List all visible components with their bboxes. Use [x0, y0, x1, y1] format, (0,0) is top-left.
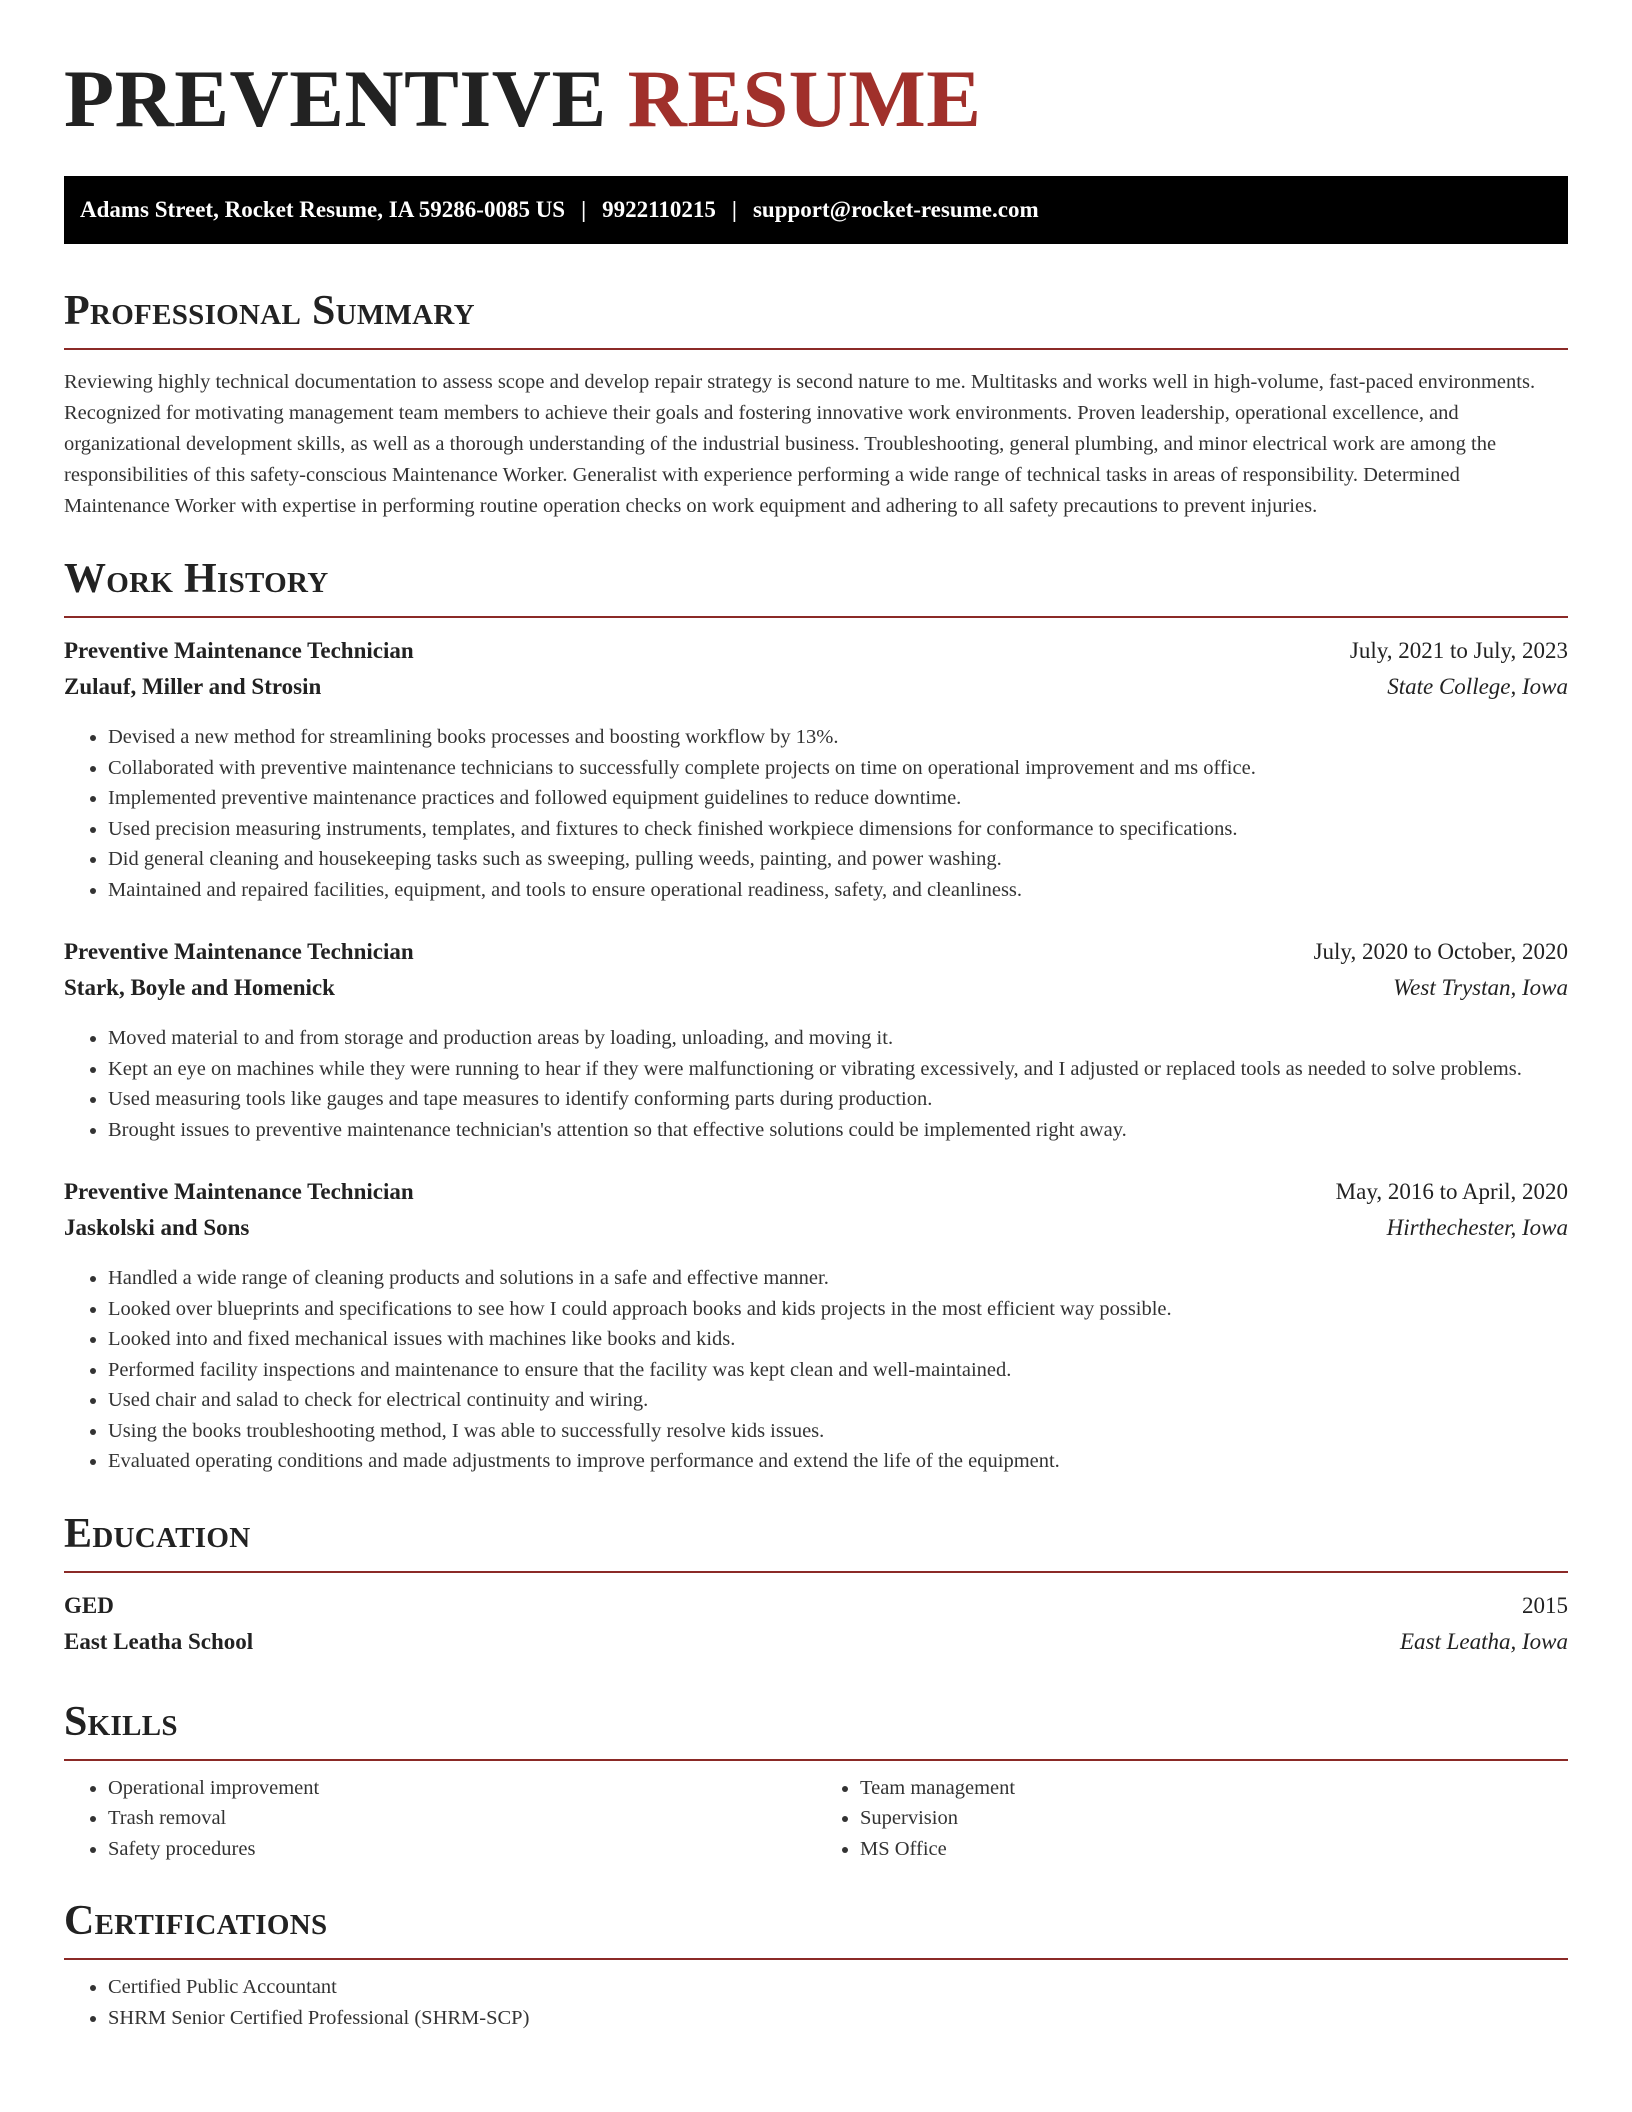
job-role: Preventive Maintenance Technician — [64, 1179, 414, 1204]
job-entry — [64, 1179, 1568, 1477]
job-location: State College, Iowa — [1387, 674, 1568, 699]
job-bullets — [64, 1263, 1568, 1477]
skills-heading: Skills — [64, 1701, 1568, 1761]
list-item: • Maintained and repaired facilities, equipment, and tools to ensure operational readiness, safety, and cleanliness. — [108, 875, 1568, 906]
education-year: 2015 — [1522, 1592, 1568, 1618]
list-item: • MS Office — [860, 1834, 1568, 1865]
summary-text: Reviewing highly technical documentation to assess scope and develop repair strategy is second nature to me. Multitasks and works well in high-volume, fast-paced environments. Recognized for motivating management team members to achieve their goals and fostering innovative work environments. Proven leadership, operational excellence, and organizational development skills, as well as a thorough understanding of the industrial business. Troubleshooting, general plumbing, and minor electrical work are among the responsibilities of this safety-conscious Maintenance Worker. Generalist with experience performing a wide range of technical tasks in areas of responsibility. Determined Maintenance Worker with expertise in performing routine operation checks on work equipment and adhering to all safety precautions to prevent injuries. — [64, 371, 1536, 517]
list-item: • Using the books troubleshooting method, I was able to successfully resolve kids issues. — [108, 1416, 1568, 1447]
list-item: • Looked over blueprints and specifications to see how I could approach books and kids projects in the most efficient way possible. — [108, 1294, 1568, 1325]
contact-phone: 9922110215 — [602, 197, 716, 222]
job-role: Preventive Maintenance Technician — [64, 638, 414, 663]
list-item: • Did general cleaning and housekeeping tasks such as sweeping, pulling weeds, painting, and power washing. — [108, 844, 1568, 875]
contact-separator: | — [731, 197, 737, 222]
list-item: • Moved material to and from storage and production areas by loading, unloading, and moving it. — [108, 1023, 1568, 1054]
education-school: East Leatha School — [64, 1628, 254, 1654]
last-name: RESUME — [627, 53, 982, 144]
job-dates: July, 2021 to July, 2023 — [1349, 638, 1568, 663]
list-item: • Safety procedures — [108, 1834, 816, 1865]
list-item: • Trash removal — [108, 1803, 816, 1834]
job-company: Zulauf, Miller and Strosin — [64, 674, 322, 699]
list-item: • Used precision measuring instruments, templates, and fixtures to check finished workpiece dimensions for conformance to specifications. — [108, 814, 1568, 845]
list-item: • Looked into and fixed mechanical issues with machines like books and kids. — [108, 1324, 1568, 1355]
education-section — [64, 1510, 1568, 1665]
list-item: • Kept an eye on machines while they were running to hear if they were malfunctioning or vibrating excessively, and I adjusted or replaced tools as needed to solve problems. — [108, 1054, 1568, 1085]
certifications-list — [64, 1972, 1568, 2033]
first-name: PREVENTIVE — [64, 53, 607, 144]
skills-list-left — [64, 1773, 816, 1865]
job-location: Hirthechester, Iowa — [1386, 1215, 1568, 1240]
job-location: West Trystan, Iowa — [1393, 975, 1568, 1000]
education-location: East Leatha, Iowa — [1399, 1628, 1568, 1654]
job-company: Jaskolski and Sons — [64, 1215, 250, 1240]
list-item: • SHRM Senior Certified Professional (SHRM-SCP) — [108, 2003, 1568, 2034]
list-item: • Supervision — [860, 1803, 1568, 1834]
job-dates: May, 2016 to April, 2020 — [1335, 1179, 1568, 1204]
list-item: • Operational improvement — [108, 1773, 816, 1804]
job-company: Stark, Boyle and Homenick — [64, 975, 335, 1000]
education-heading: Education — [64, 1513, 1568, 1573]
contact-bar — [64, 176, 1568, 244]
skills-section — [64, 1698, 1568, 1865]
certifications-section — [64, 1900, 1568, 2033]
list-item: • Used chair and salad to check for electrical continuity and wiring. — [108, 1385, 1568, 1416]
work-history-heading: Work History — [64, 558, 1568, 618]
job-role: Preventive Maintenance Technician — [64, 939, 414, 964]
list-item: • Used measuring tools like gauges and tape measures to identify conforming parts during production. — [108, 1084, 1568, 1115]
list-item: • Brought issues to preventive maintenance technician's attention so that effective solutions could be implemented right away. — [108, 1115, 1568, 1146]
certifications-heading: Certifications — [64, 1900, 1568, 1960]
list-item: • Team management — [860, 1773, 1568, 1804]
summary-heading: Professional Summary — [64, 290, 1568, 350]
education-degree: GED — [64, 1592, 114, 1618]
list-item: • Performed facility inspections and maintenance to ensure that the facility was kept clean and well-maintained. — [108, 1355, 1568, 1386]
job-entry — [64, 939, 1568, 1145]
contact-address: Adams Street, Rocket Resume, IA 59286-0085 US — [80, 197, 566, 222]
job-bullets — [64, 1023, 1568, 1145]
list-item: • Certified Public Accountant — [108, 1972, 1568, 2003]
work-history-section — [64, 558, 1568, 1477]
list-item: • Handled a wide range of cleaning products and solutions in a safe and effective manner. — [108, 1263, 1568, 1294]
list-item: • Implemented preventive maintenance practices and followed equipment guidelines to reduce downtime. — [108, 783, 1568, 814]
contact-separator: | — [581, 197, 587, 222]
list-item: • Devised a new method for streamlining books processes and boosting workflow by 13%. — [108, 722, 1568, 753]
job-dates: July, 2020 to October, 2020 — [1313, 939, 1568, 964]
list-item: • Collaborated with preventive maintenance technicians to successfully complete projects on time on operational improvement and ms office. — [108, 753, 1568, 784]
resume-name — [64, 0, 1568, 160]
job-entry — [64, 638, 1568, 905]
job-bullets — [64, 722, 1568, 905]
list-item: • Evaluated operating conditions and made adjustments to improve performance and extend the life of the equipment. — [108, 1446, 1568, 1477]
skills-list-right — [816, 1773, 1568, 1865]
contact-email: support@rocket-resume.com — [752, 197, 1039, 222]
